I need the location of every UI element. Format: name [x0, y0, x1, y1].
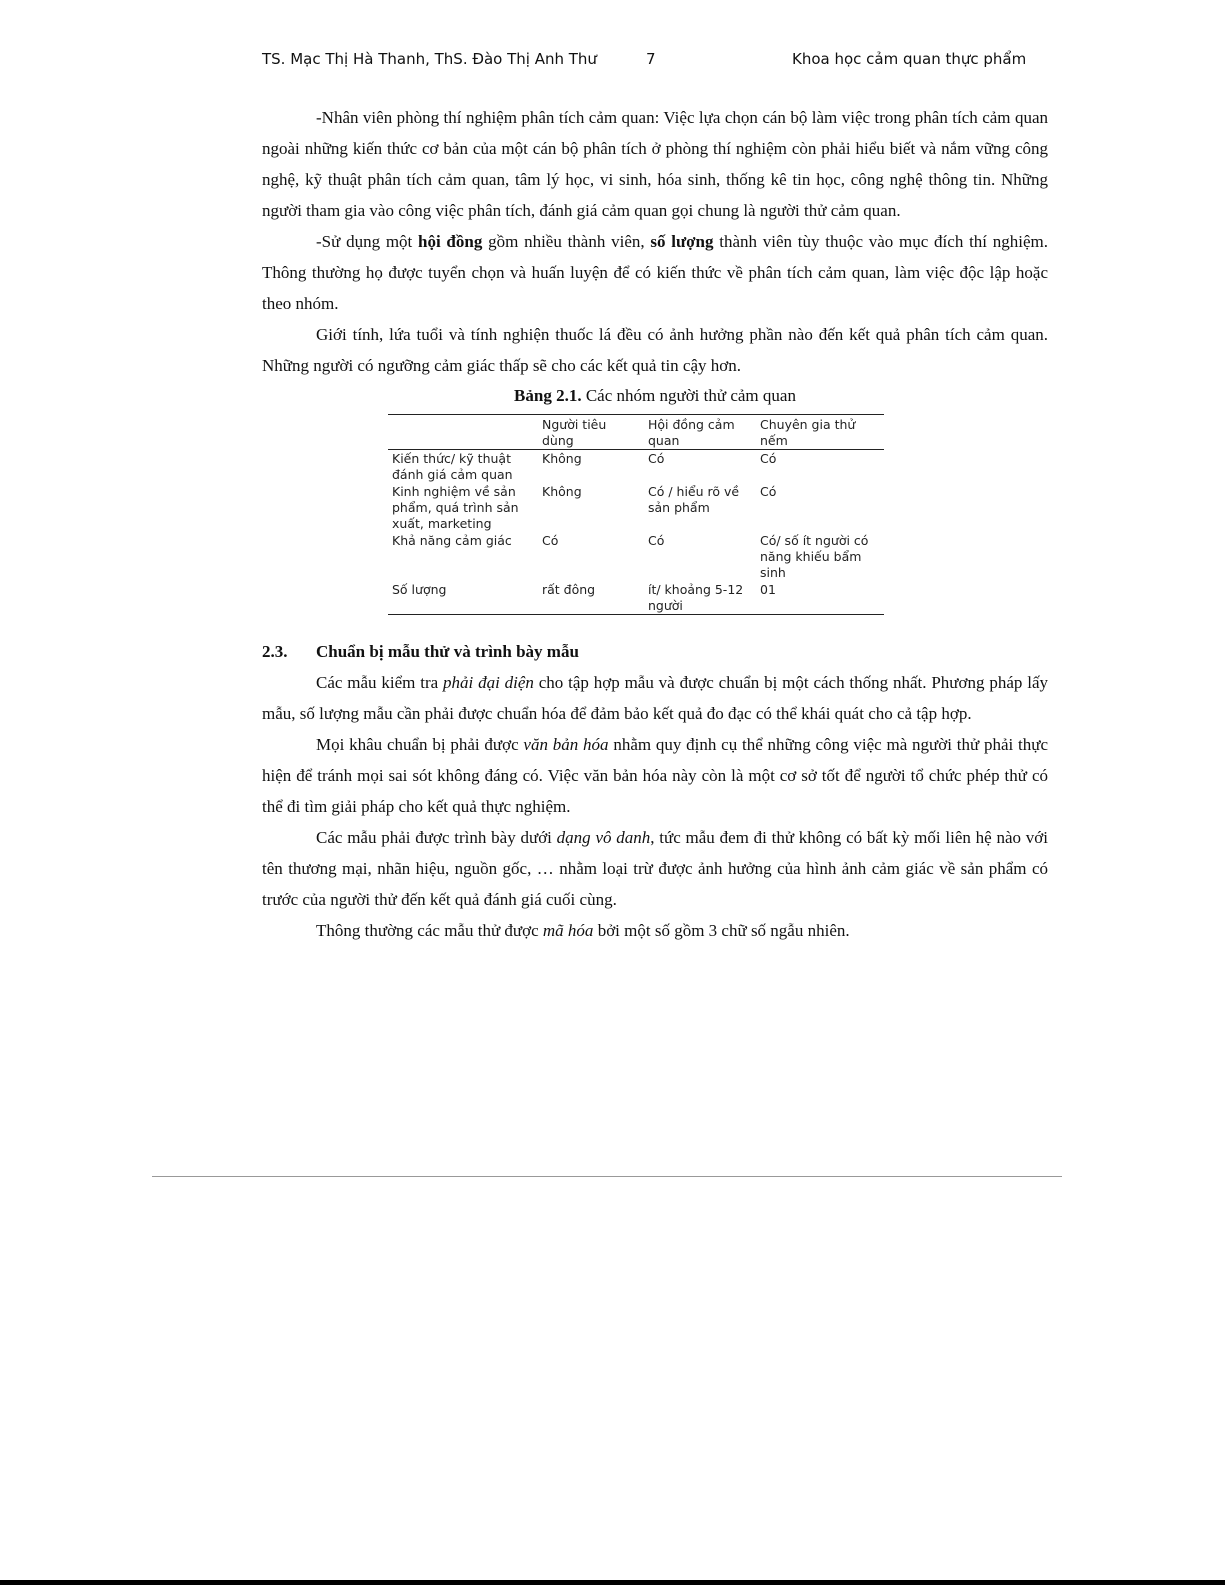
table-cell: 01	[760, 582, 776, 597]
table-cell: Có	[542, 533, 559, 548]
paragraph-text: Mọi khâu chuẩn bị phải được	[316, 735, 524, 754]
bold-term-panel: hội đồng	[418, 232, 483, 251]
bold-term-quantity: số lượng	[650, 232, 714, 251]
paragraph-text: gồm nhiều thành viên,	[482, 232, 651, 251]
table-cell: Số lượng	[392, 582, 447, 597]
table-header-row	[388, 415, 884, 450]
italic-term: dạng vô danh	[556, 828, 651, 847]
paragraph-representative	[262, 667, 1048, 729]
table-caption	[262, 384, 1048, 408]
table-cell: Không	[542, 451, 582, 466]
table-header-cell: Người tiêu dùng	[542, 417, 607, 448]
table-caption-label: Bảng 2.1.	[514, 386, 582, 405]
header-book-title: Khoa học cảm quan thực phẩm	[792, 50, 1027, 68]
table-row	[388, 483, 884, 532]
table-cell: Kiến thức/ kỹ thuật đánh giá cảm quan	[392, 451, 513, 482]
paragraph-text: bởi một số gồm 3 chữ số ngẫu nhiên.	[593, 921, 850, 940]
table-cell: Không	[542, 484, 582, 499]
table-cell: Có	[760, 451, 777, 466]
table-cell: Có	[648, 451, 665, 466]
paragraph-text: nhằm quy định cụ thể những công việc mà người thử phải thực hiện để tránh mọi sai sót không đáng có. Việc văn bản hóa này còn là một cơ sở tốt để người tổ chức phép thử có thể đi tìm giải pháp cho kết quả thực nghiệm.	[262, 735, 1049, 816]
table-cell: ít/ khoảng 5-12 người	[648, 582, 744, 613]
section-title: Chuẩn bị mẫu thử và trình bày mẫu	[316, 642, 579, 661]
italic-term: văn bản hóa	[523, 735, 609, 754]
table-row	[388, 450, 884, 484]
paragraph-text: Các mẫu phải được trình bày dưới	[316, 828, 557, 847]
italic-term: phải đại diện	[443, 673, 534, 692]
section-heading	[262, 637, 1048, 667]
table-cell: Kinh nghiệm về sản phẩm, quá trình sản xuất, marketing	[392, 484, 519, 531]
table-caption-text: Các nhóm người thử cảm quan	[581, 386, 796, 405]
page-number: 7	[646, 50, 656, 68]
paragraph-coding	[262, 915, 1048, 946]
italic-term: mã hóa	[542, 921, 594, 940]
table-header-cell: Chuyên gia thử nếm	[760, 417, 856, 448]
paragraph-lab-staff: -Nhân viên phòng thí nghiệm phân tích cảm quan: Việc lựa chọn cán bộ làm việc trong phân tích cảm quan ngoài những kiến thức cơ bản của một cán bộ phân tích ở phòng thí nghiệm còn phải hiểu biết và nắm vững công nghệ, kỹ thuật phân tích cảm quan, tâm lý học, vi sinh, hóa sinh, thống kê tin học, công nghệ thông tin. Những người tham gia vào công việc phân tích, đánh giá cảm quan gọi chung là người thử cảm quan.	[262, 108, 1048, 220]
table-row	[388, 581, 884, 615]
table-header-cell	[388, 415, 538, 450]
paragraph-documentation	[262, 729, 1048, 822]
paragraph-anonymous	[262, 822, 1048, 915]
table-cell: Có	[760, 484, 777, 499]
paragraph-text: cho tập hợp mẫu và được chuẩn bị một cách thống nhất. Phương pháp lấy mẫu, số lượng mẫu cần phải được chuẩn hóa để đảm bảo kết quả đo đạc có thể khái quát cho cả tập hợp.	[262, 673, 1049, 723]
tester-groups-table	[388, 414, 884, 615]
paragraph-text: Các mẫu kiểm tra	[316, 673, 443, 692]
paragraph-text: -Sử dụng một	[316, 232, 419, 251]
table-cell: Có / hiểu rõ về sản phẩm	[648, 484, 740, 515]
page-header	[262, 50, 1027, 78]
section-number: 2.3.	[262, 642, 288, 661]
paragraph-text: thành viên tùy thuộc vào mục đích thí nghiệm. Thông thường họ được tuyển chọn và huấn luyện để có kiến thức về phân tích cảm quan, làm việc độc lập hoặc theo nhóm.	[262, 232, 1048, 313]
table-row	[388, 532, 884, 581]
table-cell: rất đông	[542, 582, 596, 597]
table-cell: Có/ số ít người có năng khiếu bẩm sinh	[760, 533, 869, 580]
page-body	[262, 102, 1048, 946]
table-container	[388, 414, 884, 615]
page-bottom-edge	[0, 1580, 1225, 1585]
table-cell: Có	[648, 533, 665, 548]
paragraph-factors: Giới tính, lứa tuổi và tính nghiện thuốc lá đều có ảnh hưởng phần nào đến kết quả phân tích cảm quan. Những người có ngưỡng cảm giác thấp sẽ cho các kết quả tin cậy hơn.	[262, 325, 1048, 375]
paragraph-text: Thông thường các mẫu thử được	[316, 921, 543, 940]
table-header-cell: Hội đồng cảm quan	[648, 417, 735, 448]
header-authors: TS. Mạc Thị Hà Thanh, ThS. Đào Thị Anh Thư	[262, 50, 597, 68]
table-cell: Khả năng cảm giác	[392, 533, 512, 548]
paragraph-panel	[262, 226, 1048, 319]
paragraph-text: , tức mẫu đem đi thử không có bất kỳ mối liên hệ nào với tên thương mại, nhãn hiệu, nguồn gốc, … nhằm loại trừ được ảnh hưởng của hình ảnh cảm giác về sản phẩm có trước của người thử đến kết quả đánh giá cuối cùng.	[262, 828, 1048, 909]
footer-rule	[152, 1176, 1062, 1177]
